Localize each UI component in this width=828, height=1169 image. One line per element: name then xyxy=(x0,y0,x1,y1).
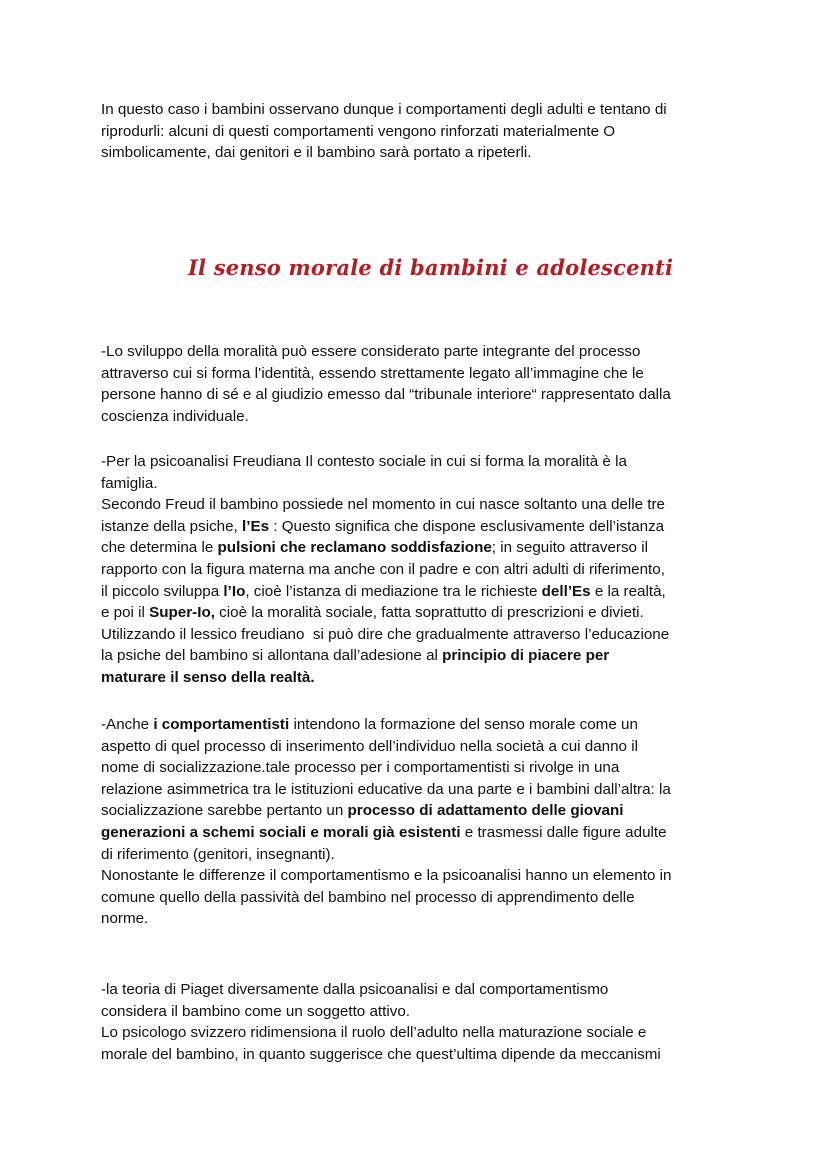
term-pulsioni: pulsioni che reclamano soddisfazione xyxy=(217,539,492,557)
text-line xyxy=(101,822,733,844)
term-dell-es: dell’Es xyxy=(541,582,591,600)
paragraph-freud xyxy=(101,451,733,689)
text-run: istanze della psiche, xyxy=(101,517,242,535)
term-super-io: Super-Io, xyxy=(149,604,215,622)
intro-paragraph xyxy=(101,99,733,164)
text-line: nome di socializzazione.tale processo per i comportamentisti si rivolge in una xyxy=(101,759,620,777)
text-line: attraverso cui si forma l’identità, essendo strettamente legato all’immagine che le xyxy=(101,364,644,382)
text-line: In questo caso i bambini osservano dunque i comportamenti degli adulti e tentano di xyxy=(101,101,667,118)
paragraph-piaget xyxy=(101,979,733,1065)
text-run: cioè la moralità sociale, fatta soprattutto di prescrizioni e divieti. xyxy=(214,604,644,622)
text-line: Nonostante le differenze il comportamentismo e la psicoanalisi hanno un elemento in xyxy=(101,867,672,885)
term-es: l’Es xyxy=(242,517,270,535)
text-line: -la teoria di Piaget diversamente dalla psicoanalisi e dal comportamentismo xyxy=(101,981,609,998)
text-line: considera il bambino come un soggetto attivo. xyxy=(101,1002,410,1020)
text-line xyxy=(101,516,733,538)
term-comportamentisti: i comportamentisti xyxy=(153,716,290,733)
text-line: -Lo sviluppo della moralità può essere considerato parte integrante del processo xyxy=(101,343,641,360)
text-line: norme. xyxy=(101,910,149,928)
text-run: , cioè l’istanza di mediazione tra le richieste xyxy=(245,582,542,600)
text-run: intendono la formazione del senso morale come un xyxy=(289,716,638,733)
term-senso-realta: maturare il senso della realtà. xyxy=(101,668,315,686)
text-line: riprodurli: alcuni di questi comportamenti vengono rinforzati materialmente O xyxy=(101,122,616,140)
text-run: che determina le xyxy=(101,539,218,557)
text-run: la psiche del bambino si allontana dall’adesione al xyxy=(101,647,443,665)
text-line xyxy=(101,602,733,624)
paragraph-identity xyxy=(101,341,733,427)
text-run: e poi il xyxy=(101,604,150,622)
section-title: Il senso morale di bambini e adolescenti xyxy=(188,255,674,280)
text-line: relazione asimmetrica tra le istituzioni educative da una parte e i bambini dall’altra: la xyxy=(101,780,671,798)
text-run: : Questo significa che dispone esclusivamente dell’istanza xyxy=(269,517,665,535)
text-line: persone hanno di sé e al giudizio emesso dal “tribunale interiore“ rappresentato dalla xyxy=(101,386,671,404)
text-line: di riferimento (genitori, insegnanti). xyxy=(101,845,335,863)
text-run: e trasmessi dalle figure adulte xyxy=(460,823,667,841)
text-run: il piccolo sviluppa xyxy=(101,582,224,600)
term-processo-adattamento: processo di adattamento delle giovani xyxy=(347,802,624,820)
text-line: morale del bambino, in quanto suggerisce che quest’ultima dipende da meccanismi xyxy=(101,1045,661,1063)
text-line xyxy=(101,800,733,822)
paragraph-comportamentisti xyxy=(101,714,733,930)
text-line xyxy=(101,714,733,736)
text-line: -Per la psicoanalisi Freudiana Il contesto sociale in cui si forma la moralità è la xyxy=(101,453,627,470)
text-run: -Anche xyxy=(101,716,154,733)
text-line xyxy=(101,667,733,689)
text-line: comune quello della passività del bambino nel processo di apprendimento delle xyxy=(101,888,635,906)
text-line xyxy=(101,581,733,603)
text-line: aspetto di quel processo di inserimento dell’individuo nella società a cui danno il xyxy=(101,737,638,755)
text-line: famiglia. xyxy=(101,474,158,492)
text-line xyxy=(101,645,733,667)
text-line xyxy=(101,537,733,559)
text-line: simbolicamente, dai genitori e il bambino sarà portato a ripeterli. xyxy=(101,144,532,162)
text-line: Secondo Freud il bambino possiede nel momento in cui nasce soltanto una delle tre xyxy=(101,496,665,514)
text-line: coscienza individuale. xyxy=(101,407,249,425)
text-line: rapporto con la figura materna ma anche con il padre e con altri adulti di riferimento, xyxy=(101,560,665,578)
text-line: Lo psicologo svizzero ridimensiona il ruolo dell’adulto nella maturazione sociale e xyxy=(101,1024,647,1042)
term-principio-piacere: principio di piacere per xyxy=(442,647,610,665)
text-line: Utilizzando il lessico freudiano si può dire che gradualmente attraverso l’educazione xyxy=(101,625,670,643)
text-run: ; in seguito attraverso il xyxy=(491,539,648,557)
text-run: socializzazione sarebbe pertanto un xyxy=(101,802,348,820)
term-generazioni: generazioni a schemi sociali e morali già esistenti xyxy=(101,823,461,841)
term-io: l’Io xyxy=(223,582,246,600)
text-run: e la realtà, xyxy=(590,582,666,600)
